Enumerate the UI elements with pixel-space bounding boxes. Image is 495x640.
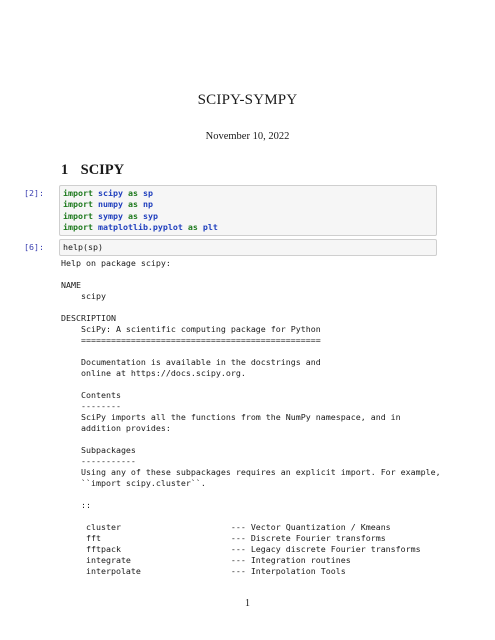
section-title: SCIPY	[80, 162, 125, 178]
output-line: SciPy imports all the functions from the NumPy namespace, and in	[61, 412, 401, 422]
output-line: integrate --- Integration routines	[61, 555, 351, 565]
module-name: numpy	[97, 199, 123, 210]
output-line: fft --- Discrete Fourier transforms	[61, 533, 386, 543]
document-title: SCIPY-SYMPY	[197, 92, 298, 108]
output-line: online at https://docs.scipy.org.	[61, 368, 246, 378]
module-name: sympy	[97, 210, 123, 221]
alias-name: np	[142, 199, 153, 210]
output-line: ``import scipy.cluster``.	[61, 478, 206, 488]
keyword: as	[187, 221, 198, 232]
output-line: Subpackages	[61, 445, 136, 455]
keyword: import	[63, 199, 93, 210]
output-line: Using any of these subpackages requires an explicit import. For example,	[61, 467, 441, 477]
output-line: NAME	[61, 280, 81, 290]
output-line	[61, 269, 441, 280]
keyword: import	[63, 221, 93, 232]
module-name: matplotlib.pyplot	[97, 221, 183, 232]
code-line	[63, 211, 433, 222]
keyword: import	[63, 188, 93, 198]
output-line	[61, 511, 441, 522]
keyword: as	[127, 188, 138, 198]
output-line: ================================================	[61, 335, 321, 345]
cell-1-prompt: [2]:	[24, 188, 44, 198]
alias-name: plt	[202, 221, 218, 232]
output-line: Contents	[61, 390, 121, 400]
cell-2-prompt: [6]:	[24, 242, 44, 252]
module-name: scipy	[97, 188, 123, 198]
output-line: --------	[61, 401, 121, 411]
code-line	[63, 222, 433, 233]
output-line: addition provides:	[61, 423, 171, 433]
output-line: Help on package scipy:	[61, 258, 171, 268]
cell-output	[61, 258, 441, 577]
output-line	[61, 434, 441, 445]
output-line: Documentation is available in the docstrings and	[61, 357, 321, 367]
keyword: import	[63, 210, 93, 221]
output-line: DESCRIPTION	[61, 313, 116, 323]
alias-name: sp	[142, 188, 153, 198]
output-line	[61, 302, 441, 313]
page-number: 1	[245, 598, 250, 609]
code-line	[63, 188, 433, 199]
code-cell-2[interactable]	[59, 239, 437, 256]
code-line: help(sp)	[63, 242, 103, 252]
output-line: interpolate --- Interpolation Tools	[61, 566, 346, 576]
alias-name: syp	[142, 210, 158, 221]
keyword: as	[127, 210, 138, 221]
output-line: ::	[61, 500, 91, 510]
output-line: cluster --- Vector Quantization / Kmeans	[61, 522, 391, 532]
output-line	[61, 379, 441, 390]
output-line	[61, 489, 441, 500]
document-date: November 10, 2022	[205, 131, 290, 142]
output-line: SciPy: A scientific computing package for Python	[61, 324, 321, 334]
section-number: 1	[61, 162, 69, 178]
keyword: as	[127, 199, 138, 210]
output-line: -----------	[61, 456, 136, 466]
output-line: scipy	[61, 291, 106, 301]
code-line	[63, 199, 433, 210]
section-heading	[61, 162, 124, 179]
output-line: fftpack --- Legacy discrete Fourier transforms	[61, 544, 421, 554]
code-cell-1[interactable]	[59, 185, 437, 236]
output-line	[61, 346, 441, 357]
